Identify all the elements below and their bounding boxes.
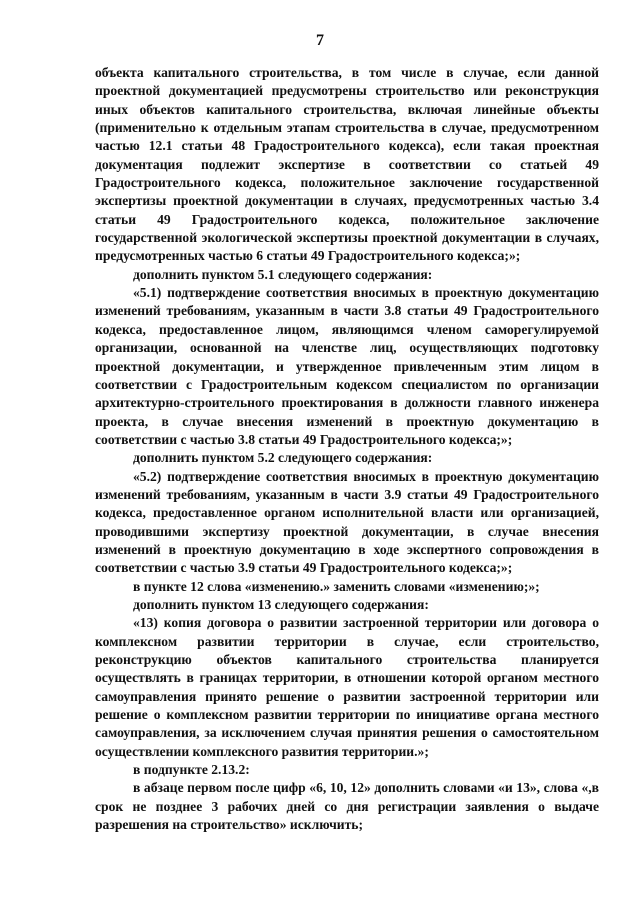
paragraph-2: дополнить пунктом 5.1 следующего содержания: [133, 266, 433, 282]
paragraph-7: дополнить пунктом 13 следующего содержания: [133, 596, 429, 612]
paragraph-6: в пункте 12 слова «изменению.» заменить словами «изменению;»; [133, 578, 540, 594]
document-body [95, 64, 599, 834]
paragraph-10: в абзаце первом после цифр «6, 10, 12» дополнить словами «и 13», слова «,в срок не позднее 3 рабочих дней со дня регистрации заявления о выдаче разрешения на строительство» исключить; [95, 780, 599, 833]
paragraph-3: «5.1) подтверждение соответствия вносимых в проектную документацию изменений требованиям, указанным в части 3.8 статьи 49 Градостроительного кодекса, предоставленное лицом, являющимся членом саморегулируемой организации, основанной на членстве лиц, осуществляющих подготовку проектной документации, и утвержденное привлеченным этим лицом в соответствии с Градостроительным кодексом специалистом по организации архитектурно-строительного проектирования в должности главного инженера проекта, в случае внесения изменений в проектную документацию в соответствии с частью 3.8 статьи 49 Градостроительного кодекса;»; [95, 285, 599, 447]
paragraph-9: в подпункте 2.13.2: [133, 762, 250, 778]
paragraph-5: «5.2) подтверждение соответствия вносимых в проектную документацию изменений требованиям, указанным в части 3.9 статьи 49 Градостроительного кодекса, предоставленное органом исполнительной власти или организацией, проводившими экспертизу проектной документации, в случае внесения изменений в проектную документацию в ходе экспертного сопровождения в соответствии с частью 3.9 статьи 49 Градостроительного кодекса;»; [95, 468, 599, 576]
paragraph-8: «13) копия договора о развитии застроенной территории или договора о комплексном развитии территории в случае, если строительство, реконструкцию объектов капитального строительства планируется осуществлять в границах территории, в отношении которой органом местного самоуправления принято решение о развитии застроенной территории или решение о комплексном развитии территории по инициативе органа местного самоуправления, за исключением случая принятия решения о самостоятельном осуществлении комплексного развития территории.»; [95, 615, 599, 759]
paragraph-4: дополнить пунктом 5.2 следующего содержания: [133, 450, 433, 466]
page-number: 7 [316, 32, 324, 49]
paragraph-1: объекта капитального строительства, в том числе в случае, если данной проектной документацией предусмотрены строительство или реконструкция иных объектов капитального строительства, включая линейные объекты (применительно к отдельным этапам строительства в случае, предусмотренном частью 12.1 статьи 48 Градостроительного кодекса), если такая проектная документация подлежит экспертизе в соответствии со статьей 49 Градостроительного кодекса, положительное заключение государственной экспертизы проектной документации в случаях, предусмотренных частью 3.4 статьи 49 Градостроительного кодекса, положительное заключение государственной экологической экспертизы проектной документации в случаях, предусмотренных частью 6 статьи 49 Градостроительного кодекса;»; [95, 65, 599, 264]
